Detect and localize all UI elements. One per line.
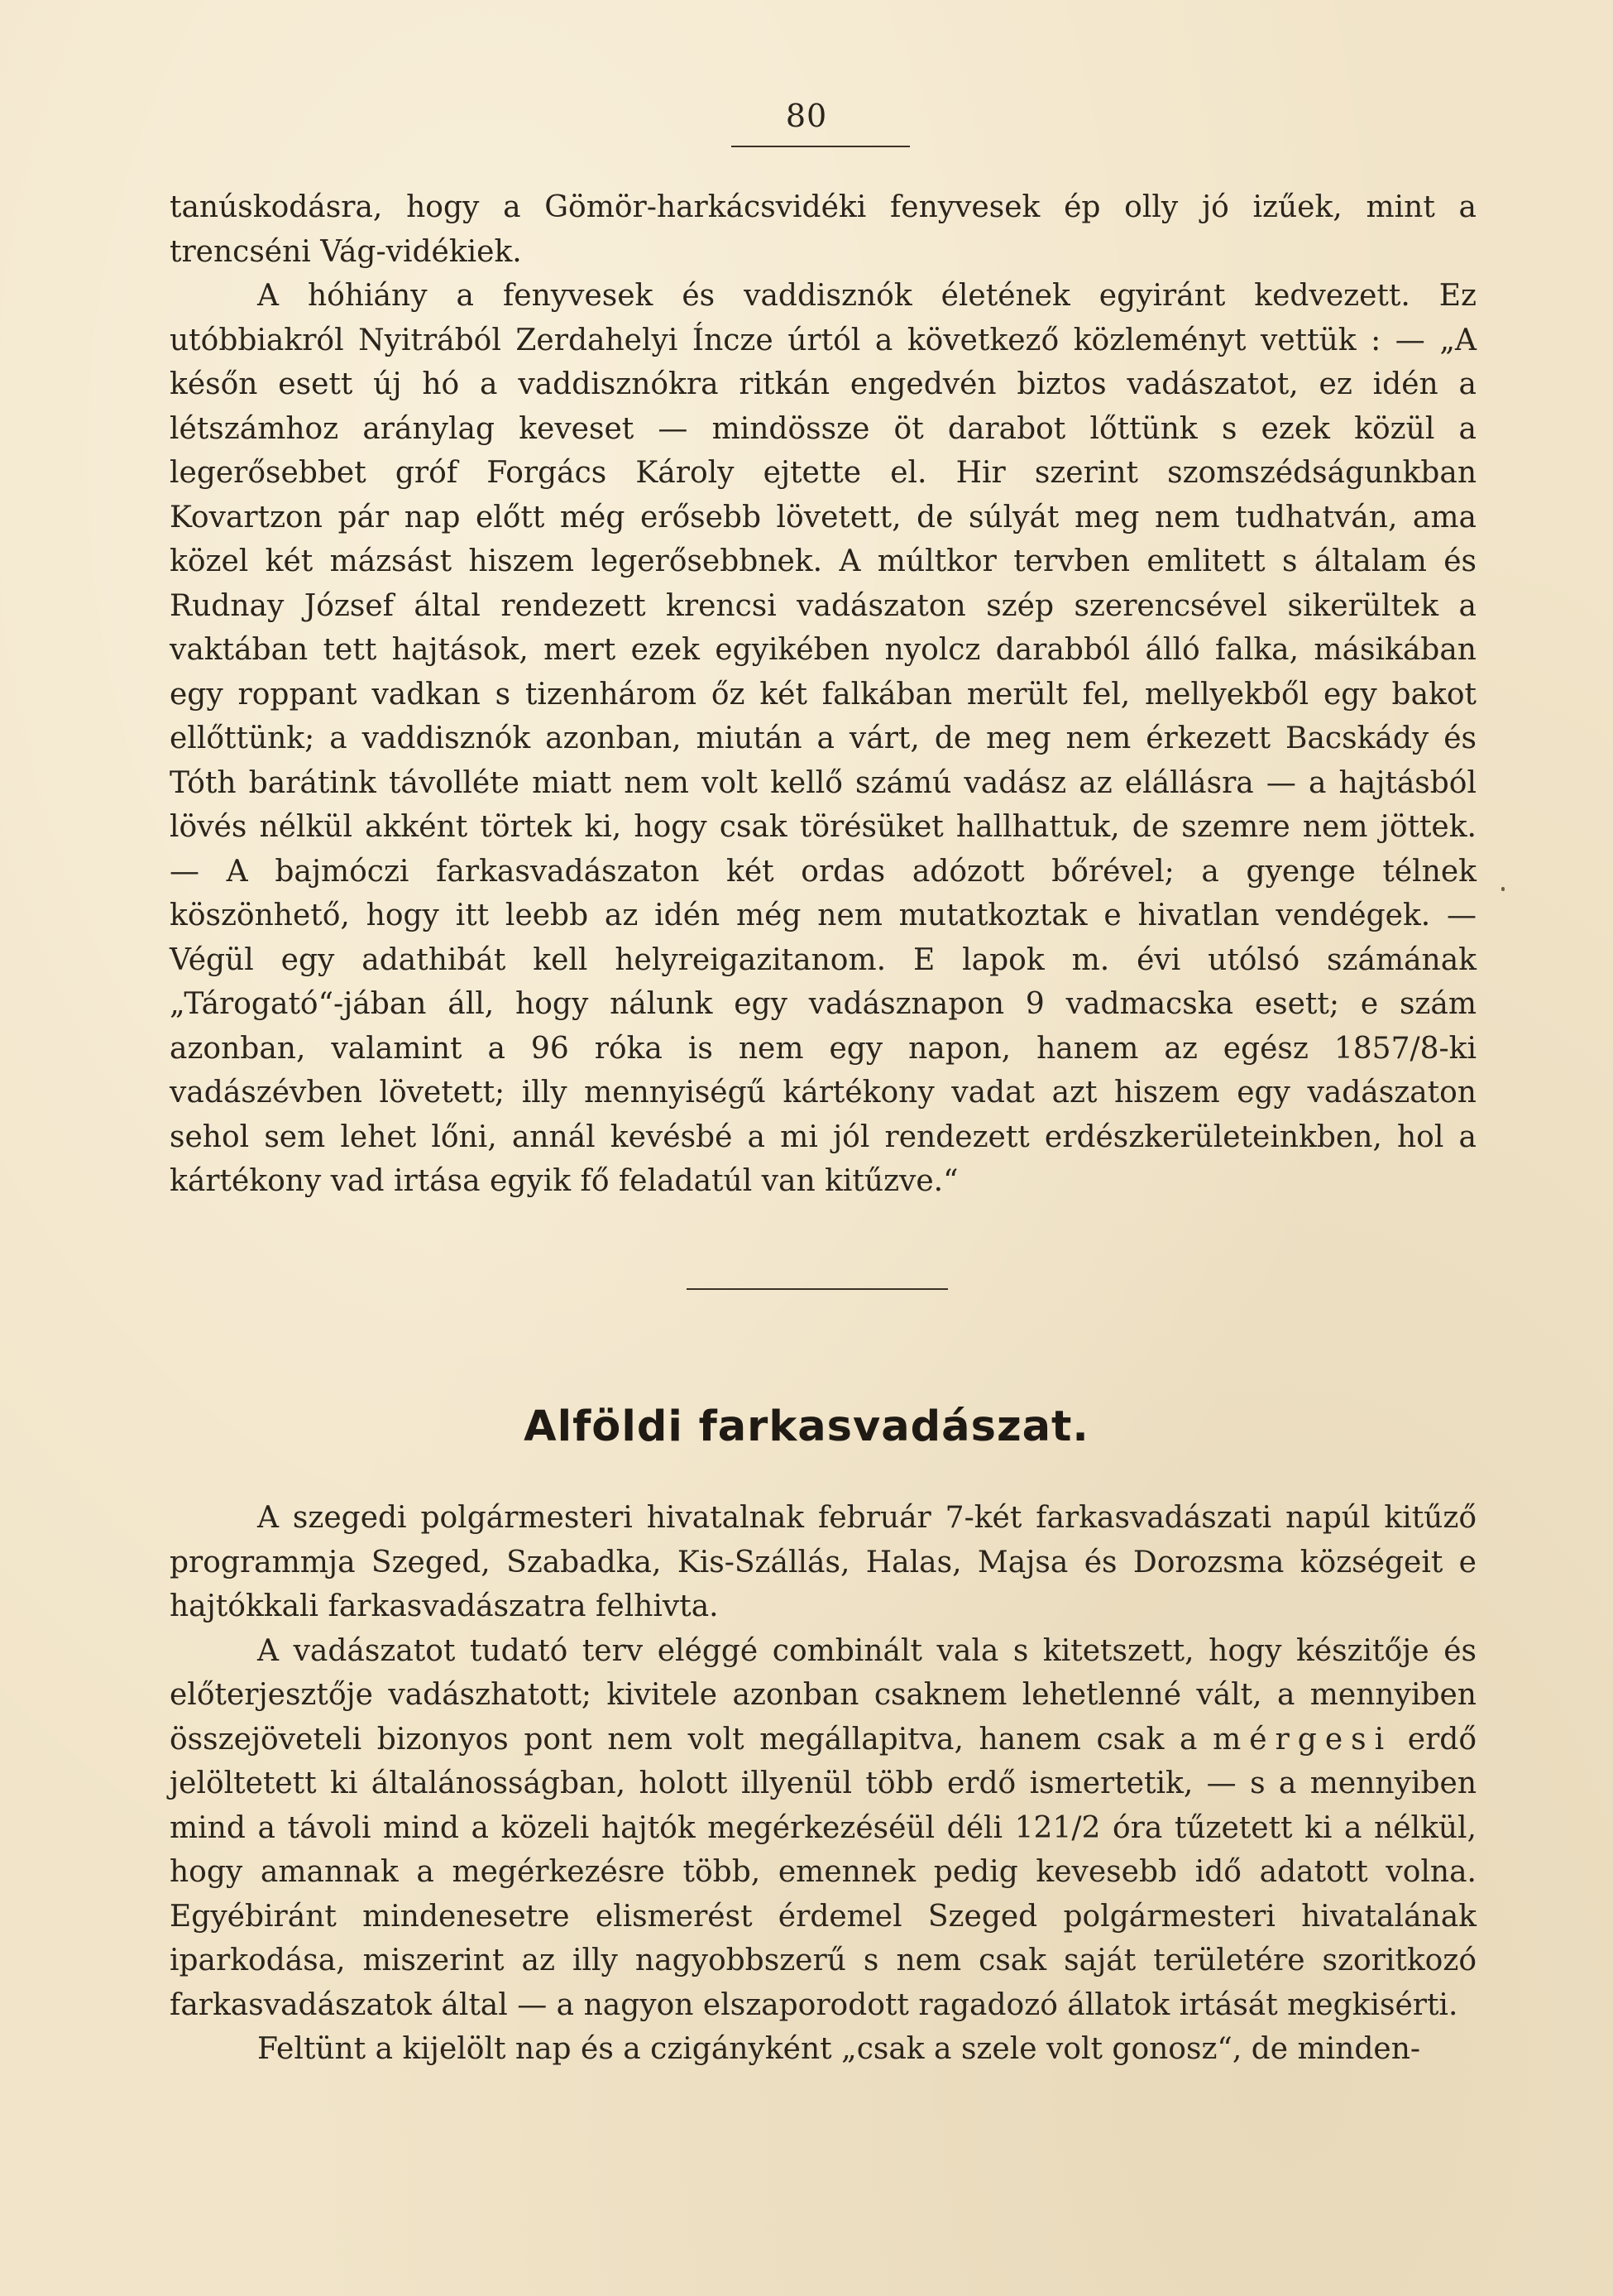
text-run: erdő jelöltetett ki általánosságban, holott illyenül több erdő ismertetik, — s a mennyiben mind a távoli mind a közeli hajtók megérkezéséül déli 12 — [170, 1722, 1477, 1845]
paragraph: Feltünt a kijelölt nap és a czigányként „csak a szele volt gonosz“, de minden- — [257, 2032, 1421, 2066]
paragraph: A hóhiány a fenyvesek és vaddisznók életének egyiránt kedvezett. Ez utóbbiakról Nyitrából Zerdahelyi Íncze úrtól a következő közleményt vettük : — „A későn esett új hó a vaddisznókra ritkán engedvén biztos vadászatot, ez idén a létszámhoz aránylag keveset — mindössze öt darabot lőttünk s ezek közül a legerősebbet gróf Forgács Károly ejtette el. Hir szerint szomszédságunkban Kovartzon pár nap előtt még erősebb lövetett, de súlyát meg nem tudhatván, ama közel két mázsást hiszem legerősebbnek. A múltkor tervben emlitett s általam és Rudnay József által rendezett krencsi vadászaton szép szerencsével sikerültek a vaktában tett hajtások, mert ezek egyikében nyolcz darabból álló falka, másikában egy roppant vadkan s tizenhárom őz két falkában merült fel, mellyekből egy bakot ellőttünk; a vaddisznók azonban, miután a várt, de meg nem érkezett Bacskády és Tóth barátink távolléte miatt nem volt kellő számú vadász az elállásra — a hajtásból lövés nélkül akként törtek ki, hogy csak törésüket hallhattuk, de szemre nem jöttek. — A bajmóczi farkasvadászaton két ordas adózott bőrével; a gyenge télnek köszönhető, hogy itt leebb az idén még nem mutatkoztak e hivatlan vendégek. — Végül egy adathibát kell helyreigazitanom. E lapok m. évi utólsó számának „Tárogató“-jában áll, hogy nálunk egy vadásznapon 9 vadmacska esett; e szám azonban, valamint a 96 róka is nem egy napon, hanem az egész 1857/8-ki vadászévben lövetett; illy mennyiségű kártékony vadat azt hiszem egy vadászaton sehol sem lehet lőni, annál kevésbé a mi jól rendezett erdészkerületeinkben, hol a kártékony vad irtása egyik fő feladatúl van kitűzve.“ — [170, 279, 1477, 1198]
article-continuation — [170, 185, 1477, 1204]
article-title: Alföldi farkasvadászat. — [524, 1402, 1089, 1451]
paragraph: tanúskodásra, hogy a Gömör-harkácsvidéki fenyvesek ép olly jó izűek, mint a trencséni Vág-vidékiek. — [170, 190, 1477, 269]
section-divider — [687, 1288, 948, 1290]
article-body — [170, 1496, 1477, 2072]
paragraph: A szegedi polgármesteri hivatalnak február 7-két farkasvadászati napúl kitűző programmja Szeged, Szabadka, Kis-Szállás, Halas, Majsa és Dorozsma községeit e hajtókkali farkasvadászatra felhivta. — [170, 1501, 1477, 1623]
text-run: A vadászatot tudató terv eléggé combinált vala s kitetszett, hogy készitője és előterjesztője vadászhatott; kivitele azonban csaknem lehetlenné vált, a mennyiben összejöveteli bizonyos pont nem volt megállapitva, hanem csak a — [170, 1633, 1477, 1757]
print-speck — [1501, 887, 1505, 891]
fraction: 1/2 — [1052, 1810, 1101, 1845]
page-number: 80 — [785, 98, 828, 134]
header-rule — [731, 146, 910, 147]
text-run: óra tűzetett ki a nélkül, hogy amannak a megérkezésre több, emennek pedig kevesebb idő adatott volna. Egyébiránt mindenesetre elismerést érdemel Szeged polgármesteri hivatalának iparkodása, miszerint az illy nagyobbszerű s nem csak saját területére szoritkozó farkasvadászatok által — a nagyon elszaporodott ragadozó állatok irtását megkisérti. — [170, 1810, 1477, 2022]
paragraph — [170, 1629, 1477, 2028]
spaced-word: mérgesi — [1213, 1722, 1393, 1757]
